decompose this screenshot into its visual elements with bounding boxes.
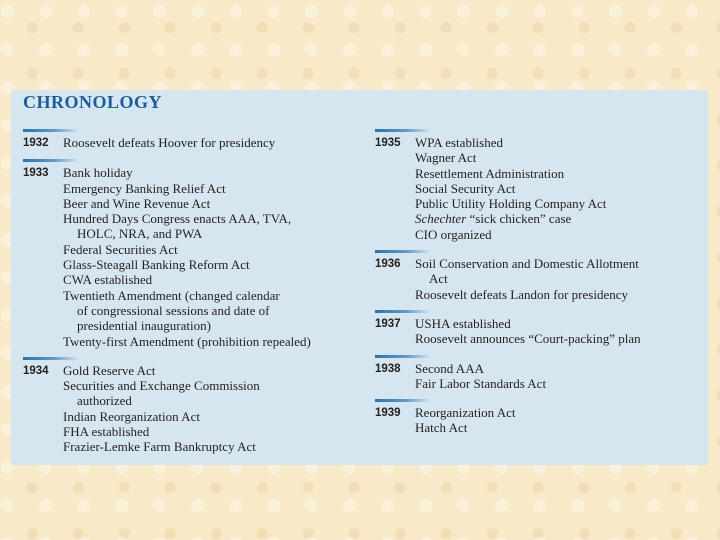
- event-item: CWA established: [63, 272, 153, 288]
- left-column: [23, 129, 353, 455]
- event-list: [415, 316, 695, 347]
- event-item: Gold Reserve Act: [63, 362, 156, 378]
- chronology-panel: [11, 90, 708, 465]
- event-list: [63, 165, 353, 349]
- event-item: Securities and Exchange Commission: [63, 378, 260, 394]
- year-label: 1935: [375, 137, 401, 149]
- year-rule: [23, 129, 79, 132]
- event-item: HOLC, NRA, and PWA: [77, 226, 203, 242]
- event-item: presidential inauguration): [77, 318, 211, 334]
- event-item: CIO organized: [415, 226, 492, 242]
- year-block-1934: [23, 357, 353, 455]
- year-block-1932: [23, 129, 353, 151]
- year-rule: [375, 355, 431, 358]
- event-item: Indian Reorganization Act: [63, 408, 200, 424]
- year-rule: [375, 129, 431, 132]
- event-list: [63, 135, 353, 151]
- event-list: [415, 361, 695, 392]
- year-block-1937: [375, 310, 695, 347]
- event-item: Roosevelt announces “Court-packing” plan: [415, 331, 641, 347]
- year-rule: [375, 399, 431, 402]
- event-item: Beer and Wine Revenue Act: [63, 195, 211, 211]
- event-item: [415, 211, 695, 226]
- event-item: Second AAA: [415, 360, 484, 376]
- event-list: [63, 363, 353, 455]
- year-rule: [23, 159, 79, 162]
- event-item: authorized: [77, 393, 132, 409]
- event-text: “sick chicken” case: [466, 211, 572, 227]
- event-item: Act: [429, 271, 448, 287]
- year-rule: [375, 310, 431, 313]
- year-label: 1934: [23, 364, 49, 377]
- event-item: Reorganization Act: [415, 405, 516, 421]
- event-list: [415, 256, 695, 302]
- year-rule: [375, 250, 431, 253]
- event-item: Hatch Act: [415, 420, 468, 436]
- year-block-1938: [375, 355, 695, 392]
- event-list: [415, 405, 695, 436]
- year-label: 1938: [375, 362, 401, 375]
- event-item: Twenty-first Amendment (prohibition repealed): [63, 333, 311, 349]
- event-item: Soil Conservation and Domestic Allotment: [415, 256, 639, 272]
- year-label: 1939: [375, 407, 401, 420]
- year-label: 1932: [23, 137, 49, 149]
- event-item: Federal Securities Act: [63, 241, 178, 257]
- event-item: Wagner Act: [415, 150, 477, 166]
- event-item: Social Security Act: [415, 180, 516, 196]
- event-item: Roosevelt defeats Landon for presidency: [415, 286, 628, 302]
- event-item: Twentieth Amendment (changed calendar: [63, 287, 280, 303]
- case-name: Schechter: [415, 211, 467, 227]
- year-rule: [23, 357, 79, 360]
- year-block-1939: [375, 399, 695, 436]
- event-item: Frazier-Lemke Farm Bankruptcy Act: [63, 439, 256, 455]
- event-item: Resettlement Administration: [415, 165, 565, 181]
- event-item: Glass-Steagall Banking Reform Act: [63, 257, 250, 273]
- year-label: 1933: [23, 167, 49, 180]
- year-block-1935: [375, 129, 695, 242]
- right-column: [375, 129, 695, 436]
- event-item: FHA established: [63, 424, 150, 440]
- event-item: WPA established: [415, 135, 503, 150]
- event-item: Bank holiday: [63, 165, 133, 181]
- year-label: 1937: [375, 317, 401, 330]
- chronology-title: CHRONOLOGY: [23, 92, 163, 112]
- event-item: USHA established: [415, 315, 511, 331]
- year-label: 1936: [375, 258, 401, 271]
- event-item: Roosevelt defeats Hoover for presidency: [63, 135, 276, 150]
- event-item: Emergency Banking Relief Act: [63, 180, 226, 196]
- event-item: of congressional sessions and date of: [77, 302, 270, 318]
- event-list: [415, 135, 695, 242]
- year-block-1936: [375, 250, 695, 302]
- event-item: Public Utility Holding Company Act: [415, 196, 607, 212]
- year-block-1933: [23, 159, 353, 349]
- event-item: Hundred Days Congress enacts AAA, TVA,: [63, 211, 292, 227]
- event-item: Fair Labor Standards Act: [415, 375, 547, 391]
